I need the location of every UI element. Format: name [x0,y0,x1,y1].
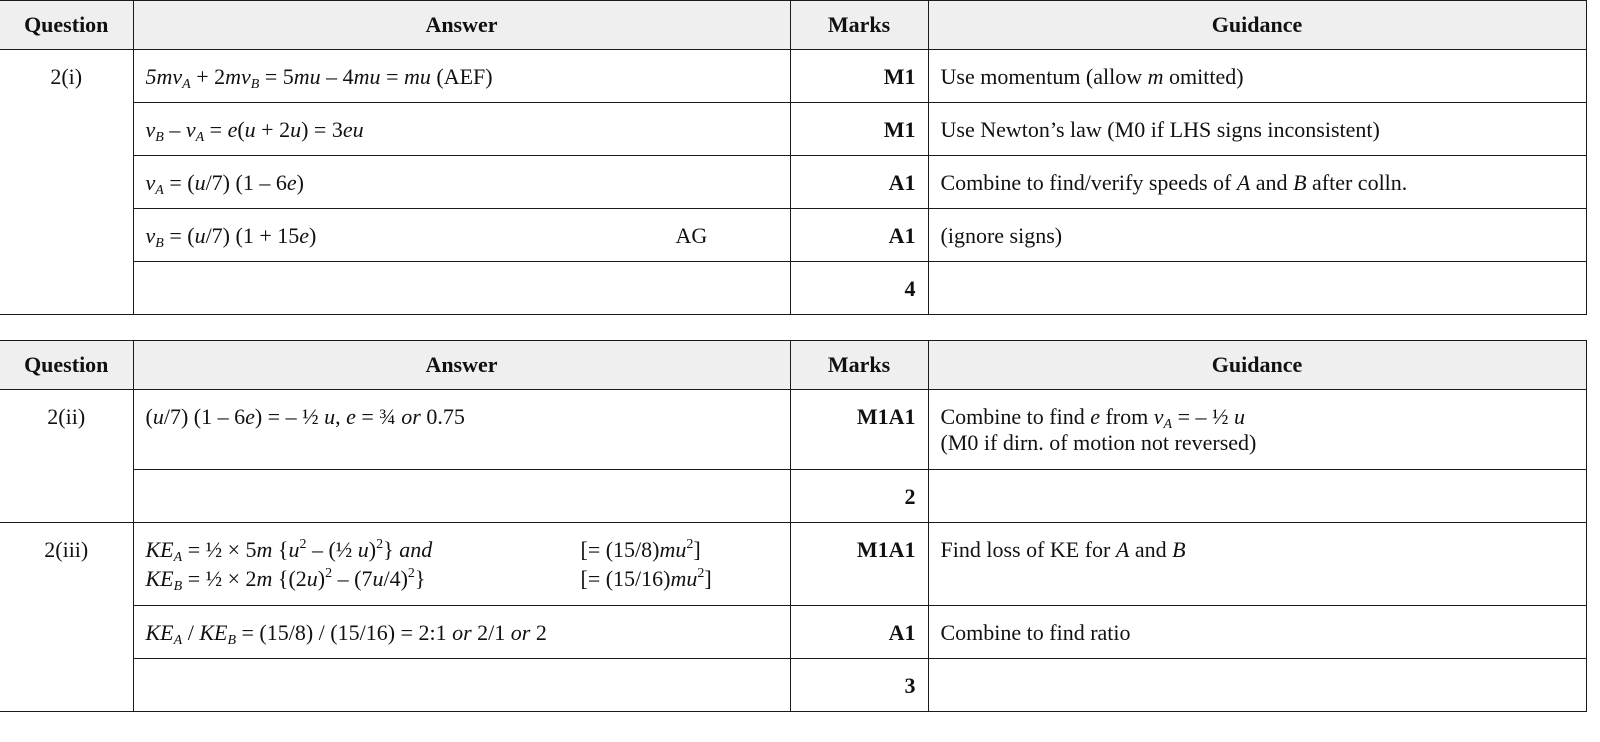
answer-cell [133,659,790,712]
header-question: Question [0,1,133,50]
table-header-row [0,1,1586,50]
guidance-cell [928,659,1586,712]
question-number: 2(i) [0,50,133,315]
answer-cell: (u/7) (1 – 6e) = – ½ u, e = ¾ or 0.75 [133,390,790,470]
guidance-cell: (ignore signs) [928,209,1586,262]
answer-cell: $KE_A$ = ½ × 5m {$u^2$ – (½ u)$^2$} and [= $(15/8)mu^2$] $KE_B$ = ½ × 2m $\{(2u)^2 - (7u/4)^2\}$ [= $(15/16)mu^2$] [133,523,790,606]
guidance-cell: Find loss of KE for A and B [928,523,1586,606]
guidance-cell: Use Newton’s law (M0 if LHS signs inconsistent) [928,103,1586,156]
answer-cell: $v_B - v_A = e(u + 2u) = 3eu$ [133,103,790,156]
table-row [0,50,1586,103]
marks-cell: M1 [790,103,928,156]
marks-total: 4 [790,262,928,315]
marks-cell: A1 [790,606,928,659]
mark-scheme-table-part-i [0,0,1587,315]
marks-cell: M1A1 [790,523,928,606]
marks-cell: A1 [790,156,928,209]
table-row [0,156,1586,209]
guidance-cell: Use momentum (allow m omitted) [928,50,1586,103]
answer-value-b: [= $(15/16)mu^2$] [580,566,712,591]
guidance-cell: Combine to find/verify speeds of A and B after colln. [928,156,1586,209]
header-question: Question [0,341,133,390]
header-answer: Answer [133,341,790,390]
header-answer: Answer [133,1,790,50]
answer-cell: $v_A = (u/7)$ (1 – 6e) [133,156,790,209]
table-row-total [0,262,1586,315]
header-guidance: Guidance [928,1,1586,50]
header-guidance: Guidance [928,341,1586,390]
answer-value-a: [= $(15/8)mu^2$] [580,537,701,562]
table-row-total [0,659,1586,712]
marks-total: 2 [790,470,928,523]
table-row [0,523,1586,606]
guidance-cell: Combine to find e from $v_A$ = – ½ u (M0 if dirn. of motion not reversed) [928,390,1586,470]
marks-total: 3 [790,659,928,712]
mark-scheme-table-parts-ii-iii [0,340,1587,712]
marks-cell: A1 [790,209,928,262]
table-row [0,103,1586,156]
answer-cell [133,470,790,523]
table-row [0,390,1586,470]
table-row [0,606,1586,659]
answer-cell [133,262,790,315]
answer-cell: $5mv_A + 2mv_B = 5mu - 4mu$ = mu (AEF) [133,50,790,103]
table-row-total [0,470,1586,523]
question-number: 2(iii) [0,523,133,712]
header-marks: Marks [790,1,928,50]
guidance-note: (M0 if dirn. of motion not reversed) [940,430,1257,455]
marks-cell: M1A1 [790,390,928,470]
table-row [0,209,1586,262]
answer-given-note: AG [675,223,708,248]
answer-cell: $KE_A / KE_B = (15/8) / (15/16)$ = 2:1 or 2/1 or 2 [133,606,790,659]
table-header-row [0,341,1586,390]
answer-cell: $v_B = (u/7) (1 + 15e)$ AG [133,209,790,262]
guidance-cell: Combine to find ratio [928,606,1586,659]
header-marks: Marks [790,341,928,390]
marks-cell: M1 [790,50,928,103]
guidance-cell [928,262,1586,315]
question-number: 2(ii) [0,390,133,523]
guidance-cell [928,470,1586,523]
